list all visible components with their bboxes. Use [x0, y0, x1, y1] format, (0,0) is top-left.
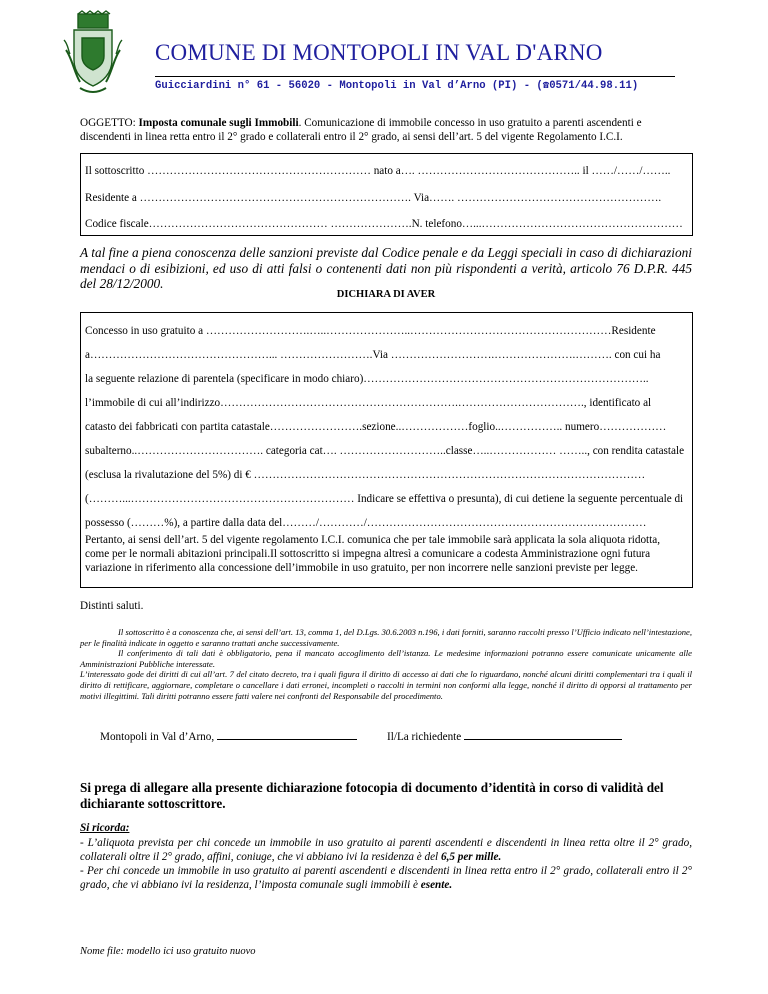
declarant-box	[80, 153, 693, 236]
file-name-footer: Nome file: modello ici uso gratuito nuovo	[80, 946, 256, 957]
granted-to-line[interactable]: Concesso in uso gratuito a ……………………….…..…………………..………………………………………………Residente	[85, 325, 656, 337]
effective-presumed-line[interactable]: (………...…………………………………………………… Indicare se effettiva o presunta), di cui detiene la seguente percentuale di	[85, 493, 684, 505]
reminder-text	[80, 836, 692, 892]
place-label: Montopoli in Val d’Arno,	[100, 731, 215, 743]
property-address-line[interactable]: l’immobile di cui all’indirizzo……………………………………………………….……………………………., identificato al	[85, 397, 652, 409]
signature-input-line[interactable]	[464, 729, 622, 740]
reminder-title: Si ricorda:	[80, 822, 130, 834]
declaration-heading: DICHIARA DI AVER	[336, 289, 436, 300]
coat-of-arms-logo	[62, 10, 124, 94]
declarant-fiscal-code-line[interactable]: Codice fiscale………………………………………… ………………….N. telefono…...………………………………………………	[85, 218, 683, 230]
declarant-name-line[interactable]: Il sottoscritto …………………………………………………… nato a…. …………………………………….. il ……/……/……..	[85, 165, 671, 177]
reminder-paragraph-1	[80, 836, 692, 864]
privacy-paragraph-1: Il sottoscritto è a conoscenza che, ai sensi dell’art. 13, comma 1, del D.Lgs. 30.6.2003 n.196, i dati forniti, saranno raccolti presso l’Ufficio indicato nell’intestazione, per le finalità indicate in oggetto e saranno trattati anche successivamente.	[80, 627, 692, 648]
privacy-paragraph-3: L’interessato gode dei diritti di cui all’art. 7 del citato decreto, tra i quali figura il diritto di accesso ai dati che lo riguardano, nonché alcuni diritti complementari tra i quali il diritto di rettificare, aggiornare, completare o cancellare i dati erronei, incompleti o raccolti in termini non conformi alla legge, nonché il diritto di opporsi al trattamento per motivi illegittimi. Tali diritti potranno essere fatti valere nei confronti del Responsabile del procedimento.	[80, 669, 692, 701]
subject-label: OGGETTO:	[80, 117, 136, 129]
attachment-request: Si prega di allegare alla presente dichiarazione fotocopia di documento d’identità in corso di validità del dichiarante sottoscrittore.	[80, 780, 664, 811]
cadastral-category-line[interactable]: subalterno..……………………………. categoria cat…. ………………………..classe…..……………… …….., con rendita catastale	[85, 445, 685, 457]
applicant-signature-field	[387, 729, 622, 743]
applicant-label: Il/La richiedente	[387, 731, 462, 743]
resident-address-line[interactable]: a…………………………………………... …………………….Via ……………………….………………….………. con cui ha	[85, 349, 661, 361]
subject-bold: Imposta comunale sugli Immobili	[138, 117, 299, 129]
privacy-notice	[80, 627, 692, 701]
municipality-address	[155, 76, 675, 92]
reminder-paragraph-2	[80, 864, 692, 892]
reminder-2-exempt: esente.	[420, 879, 453, 891]
subject-text: . Comunicazione di immobile concesso in uso gratuito a parenti ascendenti e discendenti in linea retta entro il 2° grado e collaterali entro il 2° grado, ai sensi dell’art. 5 del vigente Regolamento I.C.I.	[80, 117, 642, 143]
rent-value-line[interactable]: (esclusa la rivalutazione del 5%) di € ……………………………………………………………………………………………	[85, 469, 646, 481]
pertanto-paragraph: Pertanto, ai sensi dell’art. 5 del vigente regolamento I.C.I. comunica che per tale immobile sarà applicata la sola aliquota ridotta, come per le normali abitazioni principali.Il sottoscritto si impegna altresì a comunicare a codesta Amministrazione ogni futura variazione in riferimento alla concessione dell’immobile in uso gratuito, per non incorrere nelle sanzioni previste per legge.	[85, 534, 661, 574]
reminder-1-rate: 6,5 per mille.	[440, 851, 502, 863]
place-date-field	[100, 729, 357, 743]
declarant-residence-line[interactable]: Residente a ………………………………………………………………. Via……. ……………………………………………….	[85, 192, 662, 204]
privacy-paragraph-2: Il conferimento di tali dati è obbligatorio, pena il mancato accoglimento dell’istanza. Le medesime informazioni potranno essere comunicate unicamente alle Amministrazioni Pubbliche interessate.	[80, 648, 692, 669]
reminder-2-text: - Per chi concede un immobile in uso gratuito ai parenti ascendenti e discendenti in linea retta entro il 2° grado, collaterali entro il 2° grado, che vi abbiano ivi la residenza, l’imposta comunale sugli immobili è	[80, 865, 692, 891]
relationship-line[interactable]: la seguente relazione di parentela (specificare in modo chiaro)…………………………………………………………………..	[85, 373, 649, 385]
municipality-title: COMUNE DI MONTOPOLI IN VAL D'ARNO	[155, 40, 603, 65]
reminder-1-text: - L’aliquota prevista per chi concede un immobile in uso gratuito ai parenti ascendenti e discendenti in linea retta oltre il 2° grado, collaterali oltre il 2° grado, affini, coniuge, che vi abbiano ivi la residenza è del	[80, 837, 692, 863]
legal-warning: A tal fine a piena conoscenza delle sanzioni previste dal Codice penale e da Leggi speciali in caso di dichiarazioni mendaci o di esibizioni, ed uso di atti falsi o contenenti dati non più rispondenti a verità, articolo 76 D.P.R. 445 del 28/12/2000.	[80, 245, 692, 291]
property-box	[80, 312, 693, 588]
date-input-line[interactable]	[217, 729, 357, 740]
closing-greeting: Distinti saluti.	[80, 600, 144, 612]
telephone-icon: ☎	[542, 80, 550, 92]
phone-number: 0571/44.98.11)	[549, 80, 639, 92]
subject-paragraph	[80, 116, 692, 144]
address-text: Guicciardini n° 61 - 56020 - Montopoli in Val d’Arno (PI) - (	[155, 80, 543, 92]
possession-date-line[interactable]: possesso (………%), a partire dalla data del………/…………/…………………………………………………………………	[85, 517, 647, 529]
cadastral-partition-line[interactable]: catasto dei fabbricati con partita catastale…………………….sezione..………………foglio..…………….. numero………………	[85, 421, 667, 433]
